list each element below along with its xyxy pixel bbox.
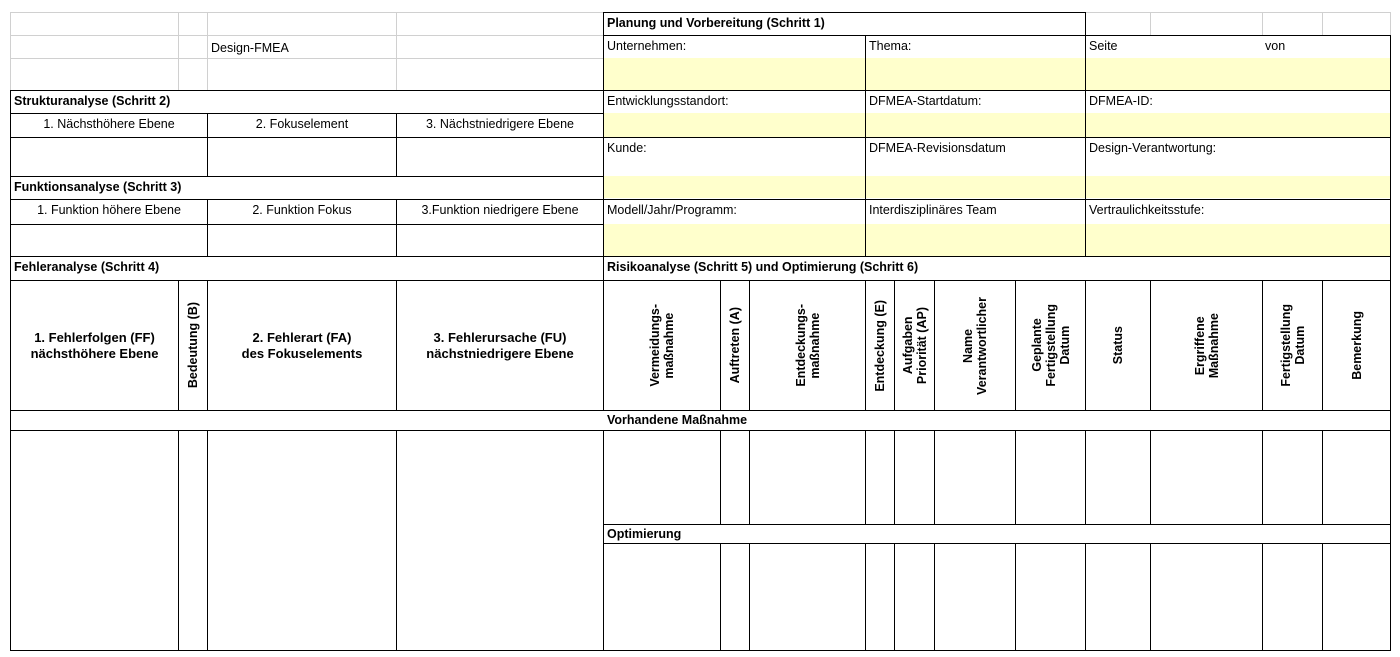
prevention-header-cell xyxy=(604,281,720,410)
completion-date-header: Fertigstellung Datum xyxy=(1278,304,1307,387)
model-label: Modell/Jahr/Programm: xyxy=(607,203,737,217)
start-date-label: DFMEA-Startdatum: xyxy=(869,94,982,108)
design-responsibility-field[interactable] xyxy=(1086,176,1391,198)
existing-measures-label: Vorhandene Maßnahme xyxy=(607,413,748,427)
confidentiality-field[interactable] xyxy=(1086,224,1391,256)
detection-measure-header-cell xyxy=(750,281,865,410)
detection-header-cell xyxy=(866,281,894,410)
action-priority-header: Aufgaben Priorität (AP) xyxy=(900,306,929,385)
dev-location-label: Entwicklungsstandort: xyxy=(607,94,729,108)
confidentiality-label: Vertraulichkeitsstufe: xyxy=(1089,203,1205,217)
topic-field[interactable] xyxy=(866,58,1085,90)
customer-label: Kunde: xyxy=(607,141,647,155)
page-label: Seite xyxy=(1089,39,1118,53)
failure-mode-header: 2. Fehlerart (FA) des Fokuselements xyxy=(241,329,363,361)
team-field[interactable] xyxy=(866,224,1085,256)
status-header: Status xyxy=(1111,326,1125,365)
revision-date-field[interactable] xyxy=(866,176,1085,198)
dfmea-id-field[interactable] xyxy=(1086,113,1391,137)
structure-col3: 3. Nächstniedrigere Ebene xyxy=(425,117,574,131)
function-col3: 3.Funktion niedrigere Ebene xyxy=(421,203,579,217)
planning-header: Planung und Vorbereitung (Schritt 1) xyxy=(607,16,825,30)
responsible-header-cell xyxy=(935,281,1015,410)
prevention-header: Vermeidungs- maßnahme xyxy=(648,304,676,387)
severity-header-cell xyxy=(179,281,207,410)
of-label: von xyxy=(1265,39,1286,53)
risk-header: Risikoanalyse (Schritt 5) und Optimierung (Schritt 6) xyxy=(607,260,919,274)
team-label: Interdisziplinäres Team xyxy=(869,203,997,217)
document-title: Design-FMEA xyxy=(211,41,289,55)
dfmea-id-label: DFMEA-ID: xyxy=(1089,94,1153,108)
remarks-header-cell xyxy=(1323,281,1390,410)
occurrence-header: Auftreten (A) xyxy=(728,307,742,384)
design-responsibility-label: Design-Verantwortung: xyxy=(1089,141,1217,155)
severity-header: Bedeutung (B) xyxy=(186,302,200,389)
status-header-cell xyxy=(1086,281,1150,410)
failure-effect-header: 1. Fehlerfolgen (FF) nächsthöhere Ebene xyxy=(30,329,159,361)
start-date-field[interactable] xyxy=(866,113,1085,137)
function-col2: 2. Funktion Fokus xyxy=(252,203,352,217)
responsible-header: Name Verantwortlicher xyxy=(961,296,989,395)
detection-header: Entdeckung (E) xyxy=(873,299,887,392)
structure-header: Strukturanalyse (Schritt 2) xyxy=(14,94,171,108)
company-label: Unternehmen: xyxy=(607,39,687,53)
occurrence-header-cell xyxy=(721,281,749,410)
remarks-header: Bemerkung xyxy=(1349,311,1364,380)
page-field[interactable] xyxy=(1086,58,1391,90)
action-priority-header-cell xyxy=(895,281,934,410)
completion-date-header-cell xyxy=(1263,281,1322,410)
revision-date-label: DFMEA-Revisionsdatum xyxy=(869,141,1006,155)
planned-completion-header: Geplante Fertigstellung Datum xyxy=(1029,304,1072,387)
actions-taken-header-cell xyxy=(1151,281,1262,410)
optimization-label: Optimierung xyxy=(607,527,682,541)
structure-col2: 2. Fokuselement xyxy=(255,117,349,131)
dev-location-field[interactable] xyxy=(604,113,865,137)
detection-measure-header: Entdeckungs- maßnahme xyxy=(793,304,822,387)
function-header: Funktionsanalyse (Schritt 3) xyxy=(14,180,182,194)
model-field[interactable] xyxy=(604,224,865,256)
planned-completion-header-cell xyxy=(1016,281,1085,410)
failure-cause-header: 3. Fehlerursache (FU) nächstniedrigere Ebene xyxy=(426,329,574,361)
company-field[interactable] xyxy=(604,58,865,90)
actions-taken-header: Ergriffene Maßnahme xyxy=(1192,312,1221,379)
failure-header: Fehleranalyse (Schritt 4) xyxy=(14,260,160,274)
customer-field[interactable] xyxy=(604,176,865,198)
function-col1: 1. Funktion höhere Ebene xyxy=(37,203,181,217)
structure-col1: 1. Nächsthöhere Ebene xyxy=(43,117,175,131)
topic-label: Thema: xyxy=(869,39,912,53)
